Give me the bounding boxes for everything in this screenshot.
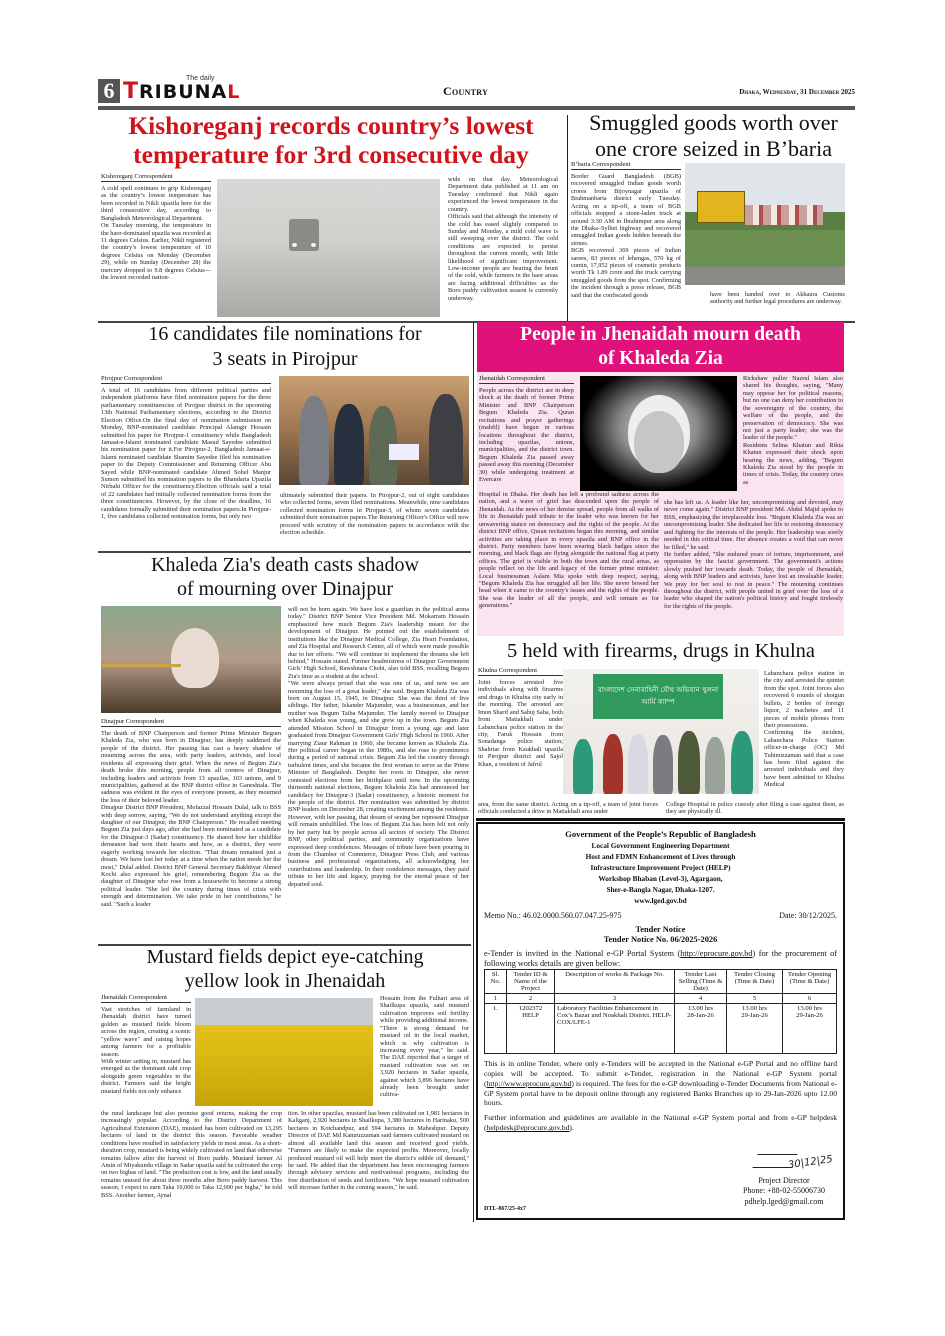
person bbox=[573, 739, 593, 794]
signature-date: 30|12|25 bbox=[787, 1153, 834, 1171]
helpdesk-email-link[interactable]: helpdesk@eprocure.gov.bd bbox=[486, 1123, 570, 1133]
paragraph: Vast stretches of farmland in Jhenaidah district have turned golden as mustard fields bloom across the region, creating a scenic "yellow wave" and raising hopes among farmers for a profitable season. bbox=[101, 1006, 191, 1058]
memo-number: Memo No.: 46.02.0000.560.07.047.25-975 bbox=[484, 910, 622, 920]
tender-para-1 bbox=[484, 1059, 837, 1108]
bbaria-col2 bbox=[710, 291, 845, 306]
bbaria-col1 bbox=[571, 161, 681, 299]
headline-line: Khaleda Zia's death casts shadow bbox=[151, 554, 419, 576]
tender-title: Tender Notice bbox=[635, 924, 686, 934]
newspaper-logo: TRIBUNAL bbox=[123, 79, 241, 104]
paragraph: "We were always proud that she was one of us, and now we are mourning the loss of a great leader," she said. Begum Khaleda Zia was born on August 15, 1945, in Dinajpur. She was the third of five siblings. Her father, Iskander Majumder, was a businessman, and her mother was Begum Taiba Majumder. The family moved to Dinajpur when Khaleda was young, and she grew up in the town. Begum Zia attended Mission School in Dinajpur from a young age and later graduated from Dinajpur Government Girls' High School in 1960. After marrying Ziaur Rahman in 1960, she became known as Khaleda Zia. Her political career began in the 1980s, and she rose to prominence during a period of national crisis. Begum Zia led the country through turbulent times, and she became the first woman to serve as the Prime Minister of Bangladesh. Despite her roots in Dinajpur, she never contested elections from her birthplace until now. In the upcoming thirteenth national elections, Begum Khaleda Zia had announced her candidacy for Dinajpur-3 (Sadar) constituency, a historic moment for the people of the district. Her nomination was submitted by district BNP leaders on December 28, creating excitement among the residents. However, with her passing, that dream of seeing her represent Dinajpur will remain unfulfilled. The loss of Begum Zia has been felt not only by her party but by people across all sectors of society. The District BNP, other political parties, and community organizations have expressed deep condolences. Messages of tribute have been pouring in from the Chamber of Commerce, Dinajpur Press Club, and various business and professional organizations, all acknowledging her contributions and leadership. In their condolence messages, they paid tribute to her life and legacy, praying for the eternal peace of her departed soul. bbox=[288, 680, 469, 888]
column-header: Tender Opening (Time & Date) bbox=[783, 970, 837, 994]
khulna-headline: 5 held with firearms, drugs in Khulna bbox=[506, 640, 815, 662]
army-camp-banner bbox=[593, 674, 723, 719]
mustard-col3 bbox=[380, 995, 469, 1099]
tender-notice bbox=[476, 822, 845, 1220]
ad-code: DTL-867/25-4x7 bbox=[484, 1206, 526, 1212]
paragraph: College Hospital in police custody after filing a case against them, as they are physically ill. bbox=[666, 801, 844, 816]
person bbox=[334, 404, 364, 485]
paragraph: Rickshaw puller Nazrul Islam also shared his thoughts, saying, "Many may oppose her for political reasons, but no one can deny her contribution to the sovereignty of the country, the welfare of the people, and the preservation of democracy. She was not just a party leader; she was the leader of the people." bbox=[743, 375, 843, 442]
bbaria-headline bbox=[572, 110, 855, 162]
person bbox=[603, 734, 623, 794]
paragraph: The death of BNP Chairperson and former Prime Minister Begum Khaleda Zia, who was born in Dinajpur, has deeply saddened the people of the district. Her passing has cast a heavy shadow of mourning across the area, with party leaders, activists, and local residents all expressing their grief. When the news of Begum Zia's death broke this morning, people from all corners of Dinajpur, including leaders and activists from 13 upazilas, 103 unions, and 9 municipalities, gathered at the BNP district office in Ganeshtala. The sadness was evident in the eyes of everyone present, as they mourned the loss of their beloved leader. bbox=[101, 730, 281, 804]
mustard-headline bbox=[100, 945, 470, 993]
khulna-photo bbox=[563, 669, 759, 794]
banner-text: বাংলাদেশ সেনাবাহিনী যৌথ অভিযান খুলনা আর্মি ক্যাম্প bbox=[597, 686, 719, 706]
paragraph: Joint forces arrested five individuals along with firearms and drugs in Khulna city early in the morning. The arrested are Imon Sharif and Sabuj Saha, both from Matiakhali under Labanchara police station in the city, Faruk Hossain from Sonadanga police station; Shahriar from Kaukhali upazila in Pirojpur district and Sajol Khan, a resident of Jafrul bbox=[478, 679, 563, 768]
column-number: 3 bbox=[555, 994, 675, 1004]
date: 28-Jan-26 bbox=[687, 1012, 714, 1020]
text: Further information and guidelines are available in the National e-GP System portal and from e-GP helpdesk ( bbox=[484, 1113, 837, 1133]
column-header: Tender Closing (Time & Date) bbox=[727, 970, 783, 994]
khulna-col3 bbox=[764, 670, 844, 789]
headline-line: Mustard fields depict eye-catching bbox=[146, 946, 424, 968]
mustard-col1 bbox=[101, 994, 191, 1095]
headline-line: 3 seats in Pirojpur bbox=[212, 348, 358, 370]
khulna-col1 bbox=[478, 667, 563, 768]
dinajpur-headline bbox=[100, 553, 470, 601]
column-number: 6 bbox=[783, 994, 837, 1004]
pirojpur-col1 bbox=[101, 375, 271, 521]
paragraph: she has left us. A leader like her, uncompromising and devoted, may never come again." District BNP president Md. Abdul Majid spoke to BSS, emphasizing the irreplaceable loss. "Begum Khaleda Zia was an uncompromising leader. She dedicated her life to restoring democracy and fighting for the interests of the people. Her leadership was sorely needed in this critical time. Her absence creates a void that can never be filled," he said. bbox=[664, 499, 843, 551]
nomination-photo bbox=[279, 376, 469, 485]
kishoreganj-headline bbox=[100, 112, 562, 169]
tender-title-block bbox=[484, 925, 837, 947]
tender-para-2 bbox=[484, 1113, 837, 1133]
cell-tender-id bbox=[507, 1004, 555, 1054]
tender-id: 1202372 bbox=[518, 1005, 543, 1013]
memo-date: Date: 30/12/2025. bbox=[779, 910, 837, 920]
text: ). bbox=[569, 1123, 574, 1133]
signature-block bbox=[742, 1153, 834, 1208]
column-number: 1 bbox=[485, 994, 507, 1004]
speaker bbox=[171, 628, 219, 688]
seized-goods bbox=[745, 205, 823, 225]
jhenaidah-col2-wide bbox=[664, 499, 843, 610]
dateline: Dhaka, Wednesday, 31 December 2025 bbox=[739, 88, 855, 96]
khulna-wide-right bbox=[666, 801, 844, 816]
portrait-face bbox=[634, 411, 684, 473]
headline-line: Kishoreganj records country’s lowest bbox=[128, 111, 534, 140]
headline-line: temperature for 3rd consecutive day bbox=[133, 139, 529, 169]
time: 13.00 hrs bbox=[688, 1005, 713, 1013]
jhenaidah-col1 bbox=[479, 375, 574, 483]
kishoreganj-col2 bbox=[448, 176, 558, 302]
paragraph: tion. In other upazilas, mustard has been cultivated on 1,981 hectares in Kaliganj, 2,920 hectares in Shailkupa, 3,380 hectares in Harinaku, 500 hectares in Kotchandpur, and 594 hectares in Maheshpur. Deputy Director of DAE Md Kamruzzaman said farmers cultivated mustard on almost all available land this season and received good yields. "Farmers are likely to make the expected profits. Moreover, locally produced mustard oil will help meet the district's edible oil demand," he said. He added that the department has been encouraging farmers through advisory services and motivational programs, including the free distribution of seeds and fertilizers. "We hope mustard cultivation will increase further in the coming season," he said. bbox=[288, 1110, 469, 1192]
truck-photo bbox=[685, 163, 845, 285]
byline: Kishoreganj Correspondent bbox=[101, 173, 211, 182]
kishoreganj-col1 bbox=[101, 173, 211, 281]
byline: B’baria Correspondent bbox=[571, 161, 681, 170]
cell-last-selling bbox=[675, 1004, 727, 1054]
person bbox=[299, 396, 329, 485]
paragraph: People across the district are in deep shock at the death of former Prime Minister and BNP Chairperson Begum Khaleda Zia. Quran recitations and prayer gatherings (mahfil) have begun in various locations throughout the district, including upazilas, unions, municipalities, and the district town. Begum Khaleda Zia passed away passed away this morning (December 30) while undergoing treatment at Evercare bbox=[479, 387, 574, 484]
byline: Jhenaidah Correspondent bbox=[101, 994, 191, 1003]
paragraph: A total of 16 candidates from different political parties and independent platforms have filed nomination papers for the three parliamentary constituencies of Pirojpur district in the upcoming 13th National Parliamentary elections, according to the District Election Office.On the final day of nomination submission on Monday, BNP-nominated candidate Principal Alamgir Hossain submitted his paper for Pirojpur-1 constituency while Bangladesh Jamaat-e-Islami nominated candidate Masud Sayedee submitted his nomination paper for it.For Pirojpur-2, Bangladesh Jamaat-e-Islami nominated candidate Shamim Sayedee filed his nomination paper to the Deputy Commissioner and Returning Officer Abu Sayed while BNP-nominated candidate Ahmed Sohel Manjur Sumon submitted his nomination papers to the Bhandaria Upazila Nirbahi Officer for the constituency.Election officials said a total of 22 candidates had initially collected nomination forms from the three constituencies. However, by the close of the deadline, 16 candidates formally submitted their nomination papers.In Pirojpur-1, five candidates collected nomination forms, but only two bbox=[101, 387, 271, 521]
tender-intro bbox=[484, 949, 837, 969]
headline-line: Smuggled goods worth over bbox=[589, 110, 838, 135]
person bbox=[429, 394, 463, 485]
date: 29-Jan-26 bbox=[741, 1012, 768, 1020]
phone: Phone: +88-02-55006730 bbox=[742, 1186, 825, 1196]
headline-line: of mourning over Dinajpur bbox=[176, 578, 394, 600]
text: ) for the procurement of following works details are given bellow: bbox=[484, 949, 837, 969]
microphones bbox=[101, 664, 181, 667]
table-header-row bbox=[485, 970, 837, 994]
paragraph: Hospital in Dhaka. Her death has left a profound sadness across the nation, and a wave of grief has descended upon the people of Jhenaidah. As the news of her demise spread, people from all walks of life in Jhenaidah paid tribute to the leader who was known for her unwavering stance on democracy and the rights of the people. At the district BNP office, Quran recitations began this morning, and similar activities are taking place in every upazila and BNP office in the district. Party members have been wearing black badges since the morning, and black flags are flying alongside the national flag at party offices. The grief is visible in both the town and the rural areas, as people reflect on the life and legacy of the former prime minister. Local businessman Aslam Mia spoke with deep respect, saying, "Begum Khaleda Zia has struggled all her life. She never bowed her head when it came to the country's issues and the rights of the people. She was the leader of all the people, and will remain so for generations." bbox=[479, 491, 659, 610]
column-header: Description of works & Package No. bbox=[555, 970, 675, 994]
jhenaidah-col1-wide bbox=[479, 491, 659, 610]
column-number-row bbox=[485, 994, 837, 1004]
text: e-Tender is invited in the National e-GP Portal System ( bbox=[484, 949, 681, 959]
person bbox=[705, 737, 725, 794]
nomination-paper bbox=[389, 444, 419, 460]
cell-opening bbox=[783, 1004, 837, 1054]
date: 29-Jan-26 bbox=[796, 1012, 823, 1020]
column-header: Sl. No. bbox=[485, 970, 507, 994]
tender-number: Tender Notice No. 06/2025-2026 bbox=[603, 935, 718, 945]
headline-line: of Khaleda Zia bbox=[598, 348, 723, 370]
signature bbox=[743, 1153, 834, 1176]
table-row bbox=[485, 1004, 837, 1054]
paragraph: "There is strong demand for mustard oil in the local market, which is why cultivation is increasing every year," he said. The DAE reported that a target of mustard cultivation was set on 3,920 hectares in Sadar upazila, against which 3,896 hectares have already been brought under cultiva- bbox=[380, 1024, 469, 1099]
mustard-wide-left bbox=[101, 1110, 282, 1199]
header-line: Workshop Bhaban (Level-3), Agargaon, bbox=[598, 873, 723, 883]
paragraph: area, from the same district. Acting on a tip-off, a team of joint forces officials conducted a drive in Matiakhali area under bbox=[478, 801, 658, 816]
logo-tagline: The daily bbox=[186, 75, 215, 82]
signatory: Project Director bbox=[758, 1175, 810, 1185]
column-number: 5 bbox=[727, 994, 783, 1004]
cell-sl: 1. bbox=[485, 1004, 507, 1054]
website: www.lged.gov.bd bbox=[634, 895, 687, 905]
paragraph: will not be born again. We have lost a guardian in the political arena today." District BNP Senior Vice President Md. Mokarram Hossain emphasized how much Begum Zia's leadership meant for the development of Dinajpur. He pointed out the establishment of institutions like the Dinajpur Medical College, Zia Heart Foundation, and Zia Hospital and Research Center, all of which were made possible due to her efforts. "We will continue to implement the dreams she left behind," Hossain stated. Former headmistress of Dinajpur Government Girls' High School, Rawshnara Chobi, also told BSS, recalling Begum Zia's time as a student at the school. bbox=[288, 606, 469, 680]
memo-row bbox=[484, 911, 837, 920]
paragraph: have been handed over to Akhaura Customs authority and further legal procedures are underway. bbox=[710, 291, 845, 306]
headline-line: People in Jhenaidah mourn death bbox=[520, 324, 801, 345]
time: 13.00 hrs bbox=[742, 1005, 767, 1013]
paragraph: Officials said that although the intensity of the cold has eased slightly compared to Sunday and Monday, a mild cold wave is still sweeping over the district. The cold conditions are expected to persist throughout the current month, with little likelihood of significant improvement. Low-income people are bearing the brunt of the cold, while farmers in the haor areas are facing additional difficulties as the Boro paddy cultivation season is currently underway. bbox=[448, 213, 558, 302]
dinajpur-col2 bbox=[288, 606, 469, 888]
email: pdhelp.lged@gmail.com bbox=[744, 1197, 824, 1207]
jhenaidah-col3 bbox=[743, 375, 843, 486]
headline-line: one crore seized in B’baria bbox=[595, 135, 832, 161]
byline: Dinajpur Correspondent bbox=[101, 718, 281, 727]
column-divider bbox=[567, 115, 568, 322]
dinajpur-col1 bbox=[101, 718, 281, 908]
paragraph: Confirming the incident, Labanchara Police Station officer-in-charge (OC) Md Tuhinuzzaman said that a case has been filed against the arrested individuals and they have been admitted to Khulna Medical bbox=[764, 729, 844, 789]
pirojpur-col2 bbox=[280, 492, 469, 537]
eprocure-link[interactable]: http://eprocure.gov.bd bbox=[680, 949, 753, 959]
paragraph: A cold spell continues to grip Kishoreganj as the country’s lowest temperature has been recorded in Nikli upazila here for the third consecutive day, according to Bangladesh Meteorological Department. bbox=[101, 185, 211, 222]
text: This is in online Tender, where only e-Tenders will be accepted in the National e-GP Portal and no offline hard copies will be accepted. To submit e-Tender, registration in the National e-GP System portal ( bbox=[484, 1059, 837, 1088]
header-line: Host and FDMN Enhancement of Lives through bbox=[585, 851, 736, 861]
paragraph: Labanchara police station in the city and arrested the quintet from the spot. Joint forces also recovered 6 rounds of shotgun bullets, 2 bottles of foreign liquor, 2 machetes and 11 pieces of mobile phones from their possessions. bbox=[764, 670, 844, 729]
khulna-wide-left bbox=[478, 801, 658, 816]
khaleda-zia-portrait bbox=[580, 376, 737, 491]
paragraph: wide on that day. Meteorological Department data published at 11 am on Tuesday confirmed that Nikli again experienced the lowest temperature in the country. bbox=[448, 176, 558, 213]
paragraph: Border Guard Bangladesh (BGB) recovered smuggled Indian goods worth crores from Bijoynagar upazila of Brahmanbaria district early Tuesday. Acting on a tip-off, a team of BGB officials stopped a stone-laden truck at around 3:30 AM in Ibrahimpur area along the Dhaka–Sylhet highway and recovered smuggled Indian goods hidden beneath the stones. bbox=[571, 173, 681, 247]
byline: Jhenaidah Correspondent bbox=[479, 375, 574, 384]
person bbox=[731, 731, 753, 794]
header-line: Government of the People’s Republic of Bangladesh bbox=[565, 829, 756, 839]
jhenaidah-mourn-headline bbox=[477, 322, 844, 372]
header-line: Infrastructure Improvement Project (HELP) bbox=[590, 862, 731, 872]
paragraph: Residents Selina Khatun and Rikta Khatun expressed their shock upon hearing the news, adding, "Begum Khaleda Zia stood by the people in times of crisis. Today, the country cries as bbox=[743, 441, 843, 486]
byline: Pirojpur Correspondent bbox=[101, 375, 271, 384]
headline-line: yellow look in Jhenaidah bbox=[184, 970, 386, 992]
tender-table bbox=[484, 969, 837, 1054]
paragraph: the rural landscape but also promise good returns, making the crop increasingly popular. According to the District Department of Agricultural Extension (DAE), mustard has been cultivated on 13,295 hectares of land in the district this season. Favorable weather conditions have resulted in satisfactory yields in most areas. As a short-duration crop, mustard is being widely cultivated on land that otherwise remains fallow after the harvest of Boro paddy. Mustard farmer Al Amin of Miyakundu village in Sadar upazila said he cultivated the crop on two bighas of land. "The production cost is low, and the land usually remains unused for about three months after Boro paddy harvest. This season, I expect to earn Taka 10,000 to Taka 12,000 per bigha," he told BSS. Another farmer, Aynal bbox=[101, 1110, 282, 1199]
paragraph: ultimately submitted their papers. In Pirojpur-2, out of eight candidates who collected forms, seven filed nominations. Meanwhile, nine candidates collected nomination forms in Pirojpur-3, of whom seven candidates submitted their nomination papers.The Returning Officer's Office will now proceed with scrutiny of the nomination papers in accordance with the election schedule. bbox=[280, 492, 469, 537]
person bbox=[678, 731, 700, 794]
masthead bbox=[98, 75, 855, 106]
byline: Khulna Correspondent bbox=[478, 667, 563, 676]
section-name: Country bbox=[443, 84, 489, 98]
project-name: HELP bbox=[522, 1012, 539, 1020]
cell-description: Laboratory Facilities Enhancement in Cox’s Bazar and Noakhali District. HELP-COX/LFE-1 bbox=[555, 1004, 675, 1054]
person bbox=[653, 735, 673, 794]
column-header: Tender ID & Name of the Project bbox=[507, 970, 555, 994]
dinajpur-photo bbox=[101, 606, 281, 713]
paragraph: He further added, "She endured years of torture, imprisonment, and oppression by the fascist government. The government's actions slowly pushed her towards death. Today, the people of Jhenaidah, along with BNP leaders and activists, have lost an invaluable leader. We pray for her soul to rest in peace." The mourning continues throughout the district, with people united in grief over the loss of a leader who shaped the nation's political history and fought tirelessly for the rights of the people. bbox=[664, 550, 843, 610]
paragraph: Hossain from the Fulhari area of Shailkupa upazila, said mustard cultivation improves soil fertility while providing additional income. bbox=[380, 995, 469, 1025]
header-line: Sher-e-Bangla Nagar, Dhaka-1207. bbox=[606, 884, 715, 894]
signature-scribble bbox=[752, 1154, 797, 1168]
mustard-field-photo bbox=[195, 998, 373, 1106]
time: 13.00 hrs bbox=[797, 1005, 822, 1013]
headline-line: 16 candidates file nominations for bbox=[148, 323, 422, 345]
paragraph: BGB recovered 369 pieces of Indian sarees, 83 pieces of lehengas, 570 kg of cumin, 17,952 pieces of cosmetic products worth Tk 1.89 crore and the truck carrying smuggled goods from the spot. Confirming the incident through a press release, BGB said that the confiscated goods bbox=[571, 247, 681, 299]
section-rule bbox=[476, 818, 845, 821]
paragraph: On Tuesday morning, the temperature in the haor-dominated upazila was recorded at 11 degrees Celsius. Earlier, Nikli registered the country’s lowest temperature of 10 degrees Celsius on Monday (December 29), while on Sunday (December 28) the mercury dropped to 9.8 degrees Celsius—the lowest recorded nation- bbox=[101, 222, 211, 282]
column-divider bbox=[473, 322, 474, 1222]
page-number: 6 bbox=[98, 79, 120, 103]
bus-in-fog bbox=[289, 219, 319, 251]
pirojpur-headline bbox=[100, 322, 470, 372]
fog-photo bbox=[217, 179, 440, 317]
mustard-wide-right bbox=[288, 1110, 469, 1192]
cell-closing bbox=[727, 1004, 783, 1054]
column-number: 4 bbox=[675, 994, 727, 1004]
tender-header bbox=[484, 828, 837, 907]
header-line: Local Government Engineering Department bbox=[591, 840, 730, 850]
column-header: Tender Last Selling (Time & Date) bbox=[675, 970, 727, 994]
paragraph: With winter setting in, mustard has emerged as the dominant rabi crop alongside green vegetables in the district. Farmers said the bright mustard fields not only enhance bbox=[101, 1057, 191, 1095]
person bbox=[628, 734, 648, 794]
eprocure-www-link[interactable]: http://www.eprocure.gov.bd bbox=[486, 1078, 572, 1088]
text: ) is required. The fees for the e-GP downloading e-Tender Documents from National e-GP System portal have to be deposit online through any registered Banks Branches up to 29-Jan-2026 upto 12.00 hours. bbox=[484, 1078, 837, 1108]
paragraph: Dinajpur District BNP President, Mofazzal Hossain Dulal, talk to BSS with deep sorrow, saying, "We do not understand anything except the daughter of our Dinajpur, the BNP Chairperson." He recalled meeting Begum Zia just days ago, after she had been nominated as a candidate for the Dinajpur-3 (Sadar) constituency. He shared how her childlike demeanor had won their hearts and how, as a district, they were eagerly working towards her election. "That dream remained just a dream. We have lost her today at a time when the nation needs her the most," Dulal added. District BNP General Secretary Bakhtiyar Ahmed Kochi also expressed his grief, remembering Begum Zia as the daughter of Dinajpur who rose from a housewife to become a strong political leader. "She led the country during times of crisis with strength and determination. We take pride in her contributions," he said. "Such a leader bbox=[101, 804, 281, 908]
truck bbox=[697, 191, 745, 223]
column-number: 2 bbox=[507, 994, 555, 1004]
